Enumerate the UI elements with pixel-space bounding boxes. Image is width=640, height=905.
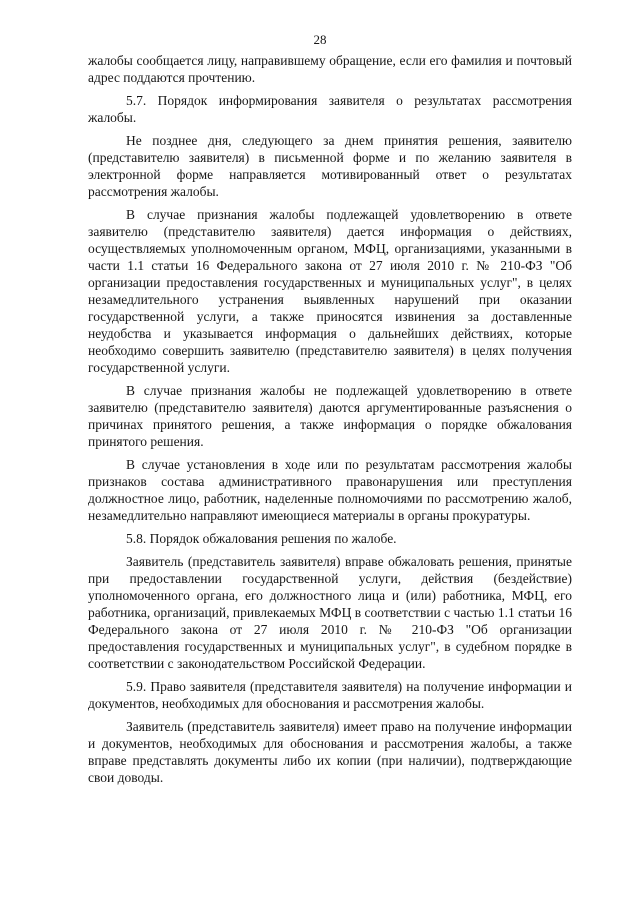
paragraph: Заявитель (представитель заявителя) имеет право на получение информации и документов, необходимых для обоснования и рассмотрения жалобы, а также вправе представлять документы либо их копии (при наличии), подтверждающие свои доводы.: [88, 719, 572, 785]
paragraph-continuation: жалобы сообщается лицу, направившему обращение, если его фамилия и почтовый адрес поддаются прочтению.: [88, 53, 572, 85]
paragraph: В случае признания жалобы не подлежащей удовлетворению в ответе заявителю (представителю заявителя) даются аргументированные разъяснения о причинах принятого решения, а также информация о порядке обжалования принятого решения.: [88, 383, 572, 449]
section-heading-5-7: 5.7. Порядок информирования заявителя о результатах рассмотрения жалобы.: [88, 93, 572, 125]
section-heading-5-8: 5.8. Порядок обжалования решения по жалобе.: [126, 531, 397, 546]
paragraph: В случае установления в ходе или по результатам рассмотрения жалобы признаков состава административного правонарушения или преступления должностное лицо, работник, наделенные полномочиями по рассмотрению жалоб, незамедлительно направляют имеющиеся материалы в органы прокуратуры.: [88, 457, 572, 523]
page-number: 28: [313, 32, 327, 47]
document-body: [88, 52, 572, 792]
paragraph: Заявитель (представитель заявителя) вправе обжаловать решения, принятые при предоставлении государственной услуги, действия (бездействие) уполномоченного органа, его должностного лица и (или) работника, МФЦ, его работника, организаций, привлекаемых МФЦ в соответствии с частью 1.1 статьи 16 Федерального закона от 27 июля 2010 г. № 210-ФЗ "Об организации предоставления государственных и муниципальных услуг", в судебном порядке в соответствии с законодательством Российской Федерации.: [88, 554, 572, 671]
paragraph: В случае признания жалобы подлежащей удовлетворению в ответе заявителю (представителю заявителя) дается информация о действиях, осуществляемых уполномоченным органом, МФЦ, организациями, указанными в части 1.1 статьи 16 Федерального закона от 27 июля 2010 г. № 210-ФЗ "Об организации предоставления государственных и муниципальных услуг", в целях незамедлительного устранения выявленных нарушений при оказании государственной услуги, а также приносятся извинения за доставленные неудобства и указывается информация о дальнейших действиях, которые необходимо совершить заявителю (представителю заявителя) в целях получения государственной услуги.: [88, 207, 572, 375]
paragraph: Не позднее дня, следующего за днем принятия решения, заявителю (представителю заявителя) в письменной форме и по желанию заявителя в электронной форме направляется мотивированный ответ о результатах рассмотрения жалобы.: [88, 133, 572, 199]
section-heading-5-9: 5.9. Право заявителя (представителя заявителя) на получение информации и документов, необходимых для обоснования и рассмотрения жалобы.: [88, 679, 572, 711]
